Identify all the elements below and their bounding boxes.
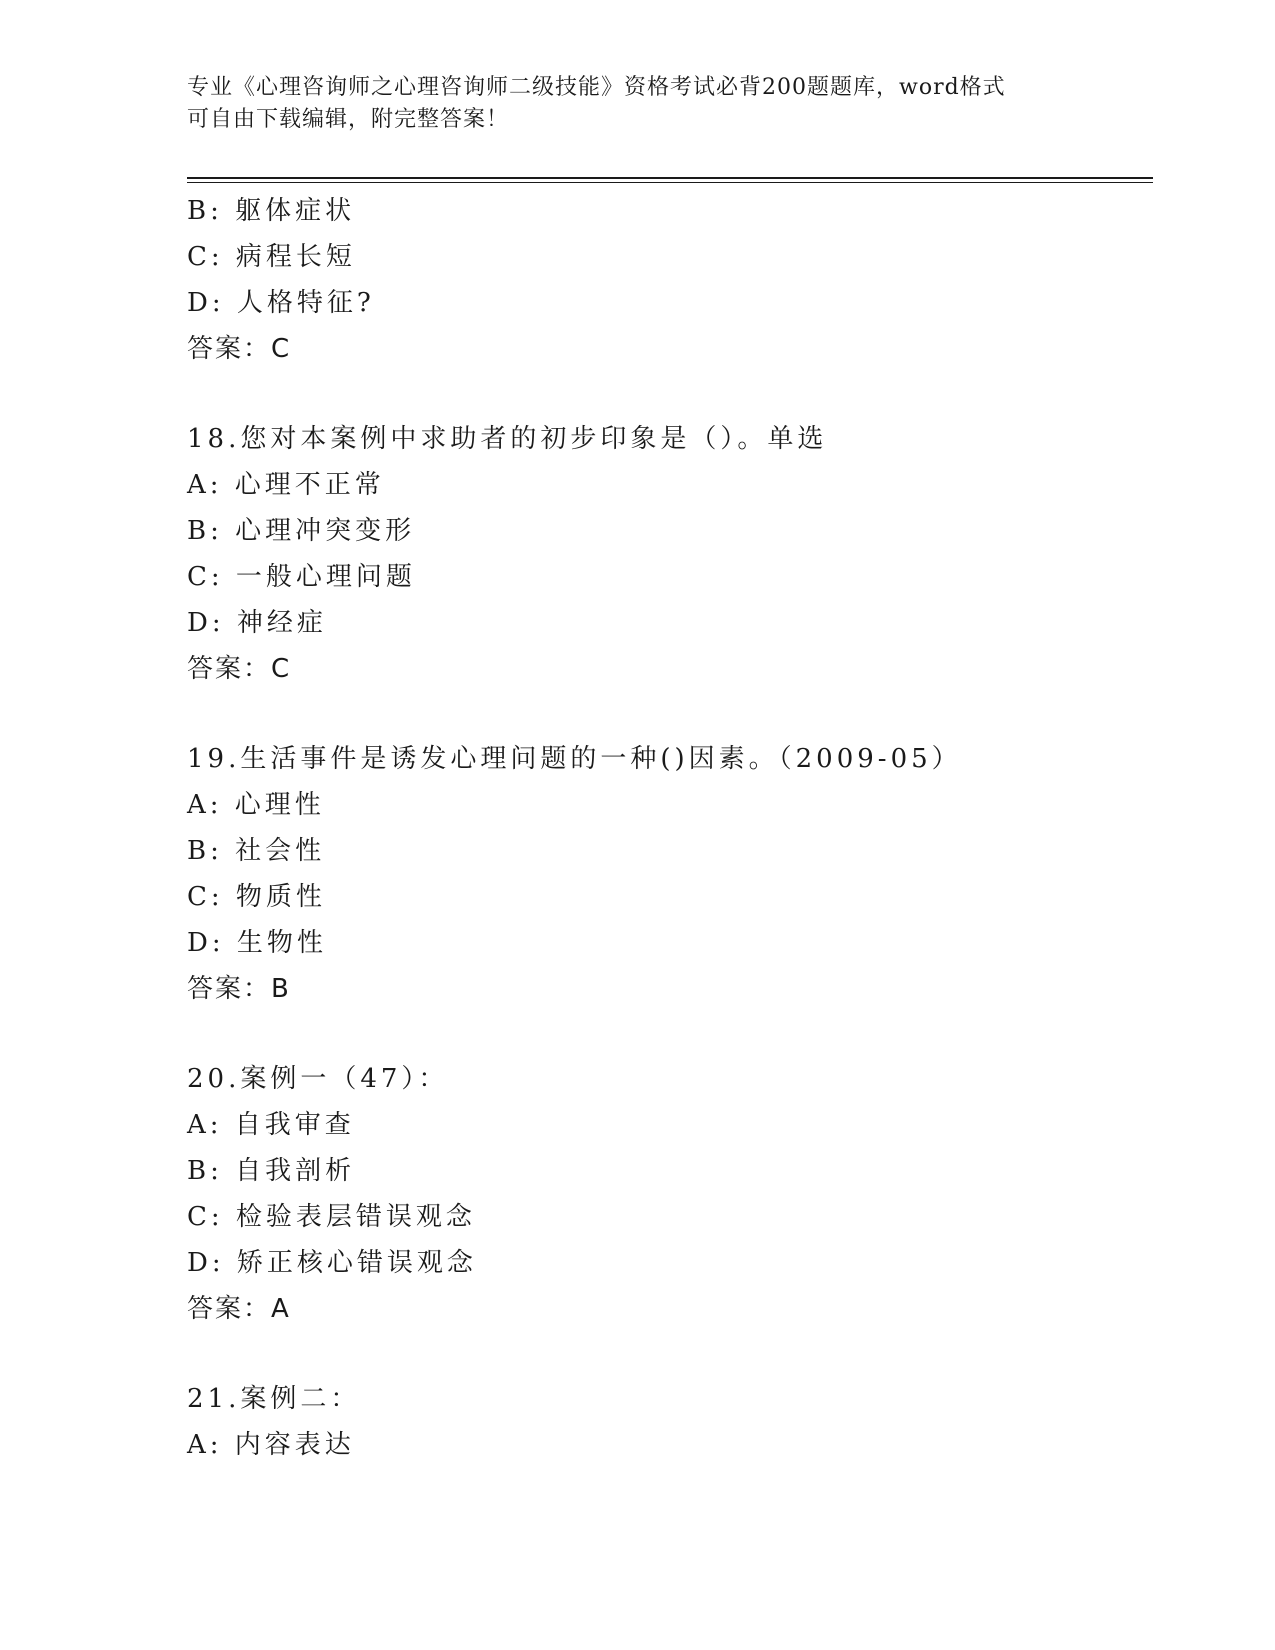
option-d: D: 神经症 bbox=[187, 608, 327, 638]
answer-line: 答案：A bbox=[187, 1294, 291, 1324]
question-19 bbox=[187, 736, 1147, 1012]
header-line-1: 专业《心理咨询师之心理咨询师二级技能》资格考试必背200题题库，word格式 bbox=[187, 75, 1006, 100]
option-d: D: 人格特征? bbox=[187, 288, 375, 318]
option-a: A: 心理不正常 bbox=[187, 470, 385, 500]
option-b: B: 自我剖析 bbox=[187, 1156, 356, 1186]
question-17-tail bbox=[187, 188, 1147, 372]
option-c: C: 检验表层错误观念 bbox=[187, 1202, 476, 1232]
option-d: D: 生物性 bbox=[187, 928, 327, 958]
question-21 bbox=[187, 1376, 1147, 1468]
question-18 bbox=[187, 416, 1147, 692]
option-a: A: 自我审查 bbox=[187, 1110, 355, 1140]
question-stem: 20.案例一（47）： bbox=[187, 1064, 449, 1094]
option-b: B: 心理冲突变形 bbox=[187, 516, 416, 546]
question-stem: 18.您对本案例中求助者的初步印象是（）。单选 bbox=[187, 424, 828, 454]
document-header bbox=[187, 72, 1087, 136]
option-b: B: 躯体症状 bbox=[187, 196, 356, 226]
option-c: C: 病程长短 bbox=[187, 242, 356, 272]
option-d: D: 矫正核心错误观念 bbox=[187, 1248, 477, 1278]
option-c: C: 物质性 bbox=[187, 882, 326, 912]
answer-line: 答案：B bbox=[187, 974, 291, 1004]
option-a: A: 内容表达 bbox=[187, 1430, 355, 1460]
question-20 bbox=[187, 1056, 1147, 1332]
answer-line: 答案：C bbox=[187, 654, 292, 684]
header-line-2: 可自由下载编辑，附完整答案！ bbox=[187, 107, 510, 132]
option-c: C: 一般心理问题 bbox=[187, 562, 416, 592]
question-list bbox=[187, 188, 1147, 1468]
question-stem: 21.案例二： bbox=[187, 1384, 361, 1414]
option-b: B: 社会性 bbox=[187, 836, 326, 866]
option-a: A: 心理性 bbox=[187, 790, 325, 820]
question-stem: 19.生活事件是诱发心理问题的一种()因素。（2009-05） bbox=[187, 744, 962, 774]
header-divider-thin bbox=[187, 182, 1153, 183]
header-divider bbox=[187, 177, 1153, 179]
answer-line: 答案：C bbox=[187, 334, 292, 364]
